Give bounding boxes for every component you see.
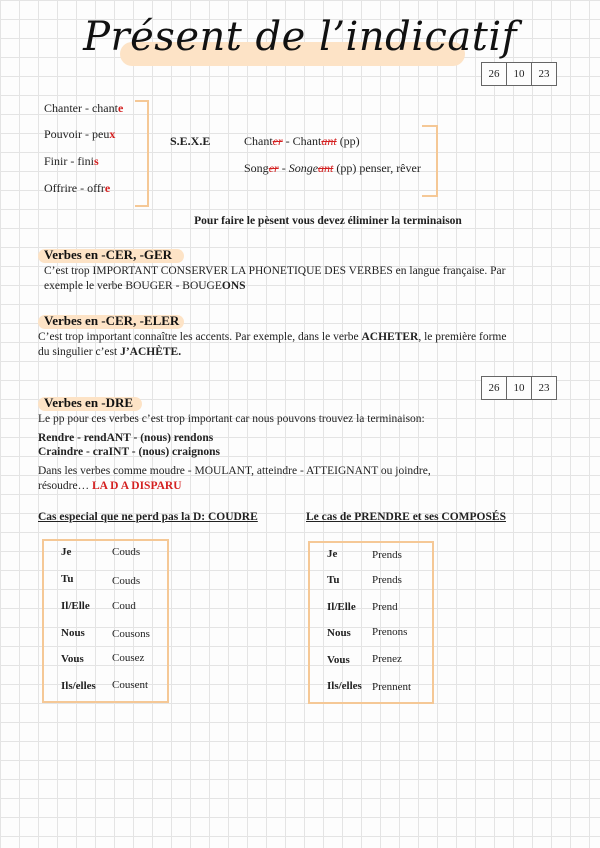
verb-item: Pouvoir - peux <box>44 127 116 141</box>
prendre-heading: Le cas de PRENDRE et ses COMPOSÉS <box>306 511 506 523</box>
section-text-dre: Le pp pour ces verbes c’est trop important car nous pouvons trouvez la terminaison: <box>38 413 425 425</box>
section-heading-cer-ger: Verbes en -CER, -GER <box>44 247 173 262</box>
section-text-cer-eler: C’est trop important connaître les accents. Par exemple, dans le verbe ACHETER, le première forme du singulier c’est J’ACHÈTE. <box>38 331 507 358</box>
conj-value: Cousons <box>112 628 150 640</box>
coudre-table <box>42 539 169 703</box>
coudre-heading: Cas especial que ne perd pas la D: COUDRE <box>38 511 258 523</box>
conj-row: Nous <box>61 627 85 639</box>
example-craindre: Craindre - craINT - (nous) craignons <box>38 446 220 458</box>
chanter-line: Chanter - Chantant (pp) <box>244 134 360 148</box>
verb-item: Offrire - offre <box>44 181 111 195</box>
conj-row: Il/Elle <box>61 600 90 612</box>
conj-row: Nous <box>327 627 351 639</box>
conj-value: Couds <box>112 575 141 587</box>
conj-row: Vous <box>327 654 350 666</box>
example-rendre: Rendre - rendANT - (nous) rendons <box>38 432 214 444</box>
conj-row: Il/Elle <box>327 601 356 613</box>
bracket-right-sexe <box>422 125 438 197</box>
page-title: Présent de l’indicatif <box>83 14 517 60</box>
date-year: 23 <box>531 62 557 86</box>
rule-text: Pour faire le pèsent vous devez éliminer la terminaison <box>194 215 462 227</box>
date-month: 10 <box>506 62 532 86</box>
section-heading-dre: Verbes en -DRE <box>44 395 134 410</box>
date-month: 10 <box>506 376 532 400</box>
conj-row: Je <box>327 548 338 560</box>
conj-value: Prend <box>372 601 398 613</box>
conj-value: Cousez <box>112 652 145 664</box>
conj-value: Prenez <box>372 653 402 665</box>
section-text-cer-ger: C’est trop IMPORTANT CONSERVER LA PHONETIQUE DES VERBES en langue française. Par exemple le verbe BOUGER - BOUGEONS <box>44 265 506 292</box>
conj-value: Couds <box>112 546 141 558</box>
conj-value: Cousent <box>112 679 149 691</box>
conj-value: Prends <box>372 574 402 586</box>
date-day: 26 <box>481 376 507 400</box>
date-box-top <box>482 62 557 86</box>
section-heading-cer-eler: Verbes en -CER, -ELER <box>44 313 180 328</box>
date-year: 23 <box>531 376 557 400</box>
conj-value: Coud <box>112 600 136 612</box>
conj-row: Tu <box>327 574 340 586</box>
date-box-mid <box>482 376 557 400</box>
conj-row: Ils/elles <box>61 680 96 692</box>
date-day: 26 <box>481 62 507 86</box>
verb-item: Chanter - chante <box>44 101 124 115</box>
sexe-label: S.E.X.E <box>170 134 211 148</box>
conj-value: Prennent <box>372 681 412 693</box>
bracket-left-list <box>135 100 149 207</box>
conj-row: Ils/elles <box>327 680 362 692</box>
verb-item: Finir - finis <box>44 154 99 168</box>
songer-line: Songer - Songeant (pp) penser, rêver <box>244 161 421 175</box>
conj-row: Tu <box>61 573 74 585</box>
section-text-dre-2: Dans les verbes comme moudre - MOULANT, atteindre - ATTEIGNANT ou joindre, résoudre… LA D A DISPARU <box>38 465 431 492</box>
conj-row: Vous <box>61 653 84 665</box>
conj-value: Prenons <box>372 626 408 638</box>
conj-value: Prends <box>372 549 402 561</box>
conj-row: Je <box>61 546 72 558</box>
